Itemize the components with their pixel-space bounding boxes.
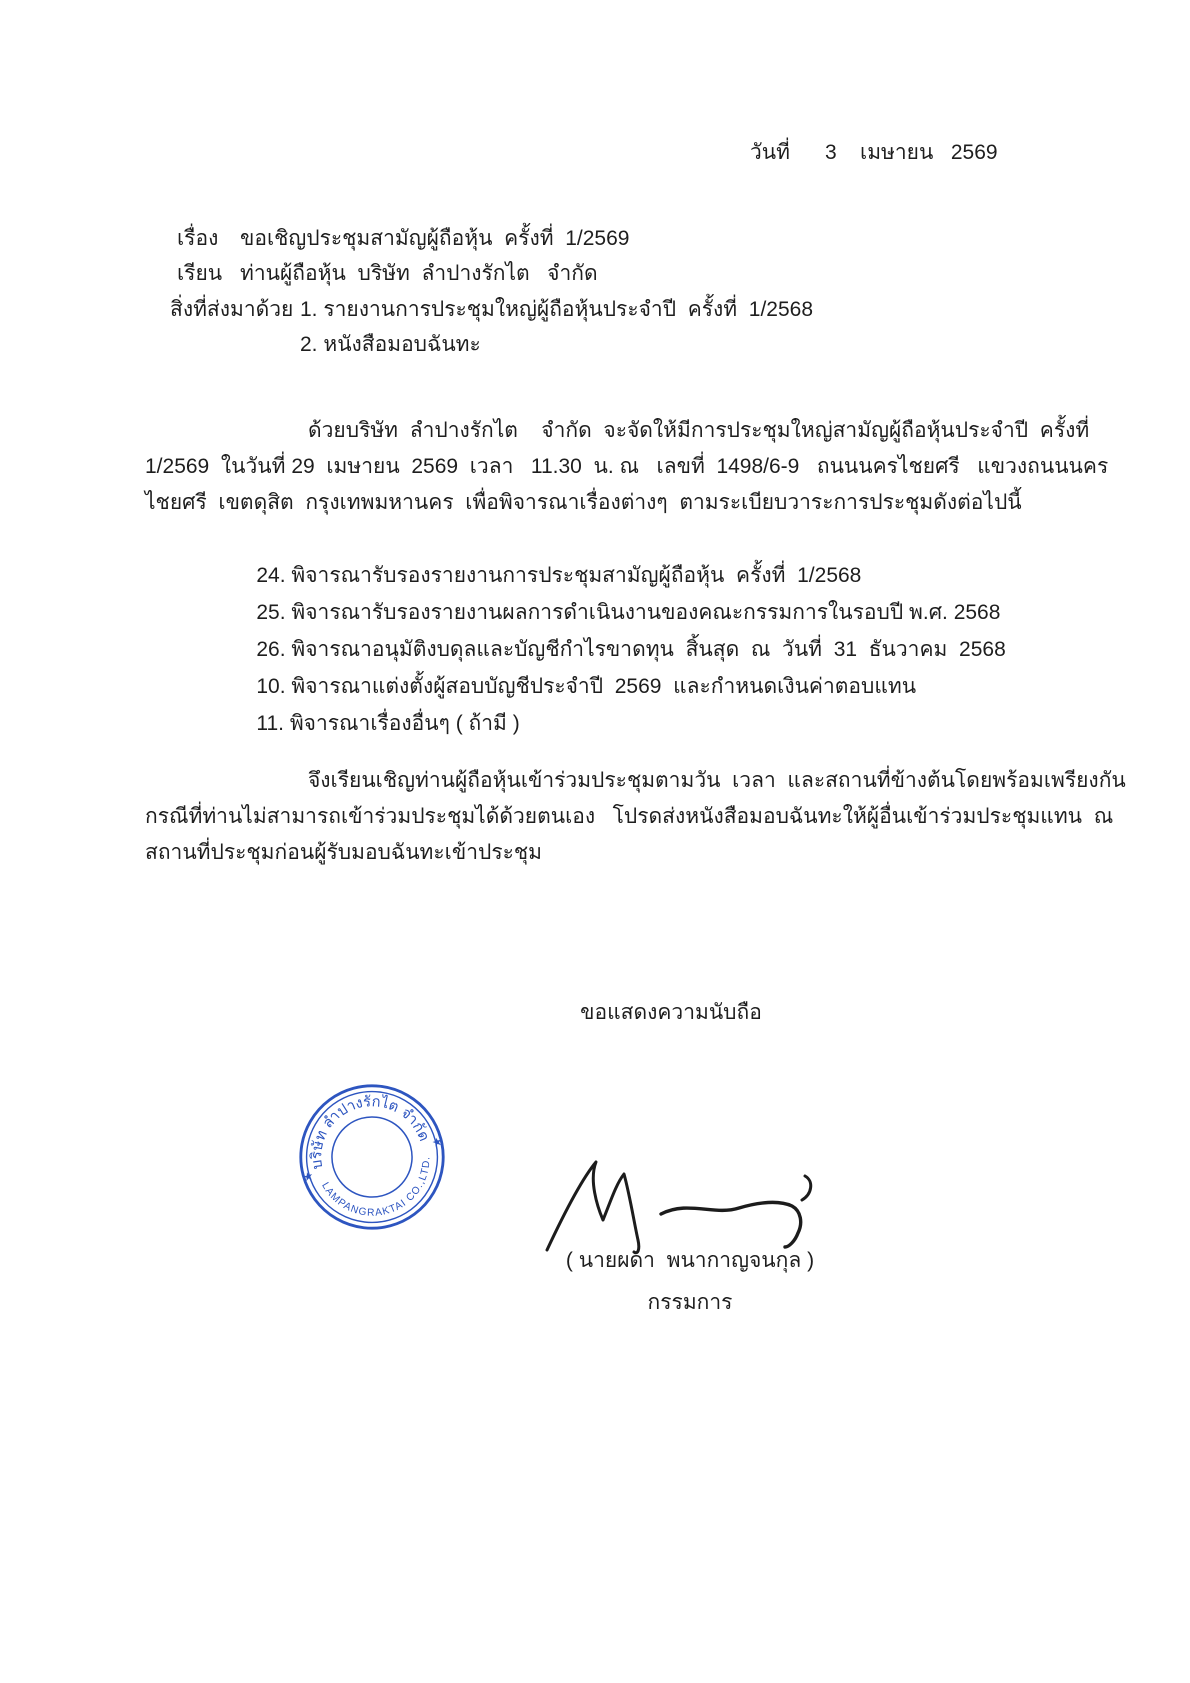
signature-stroke [802, 1176, 811, 1200]
attachment-item: 2. หนังสือมอบฉันทะ [300, 333, 481, 356]
body-paragraph-1-line-2: 1/2569 ในวันที่ 29 เมษายน 2569 เวลา 11.30 น. ณ เลขที่ 1498/6-9 ถนนนครไชยศรี แขวงถนนนคร [145, 455, 1109, 478]
to-text: ท่านผู้ถือหุ้น บริษัท ลำปางรักไต จำกัด [240, 262, 598, 285]
agenda-item-text: พิจารณารับรองรายงานผลการดำเนินงานของคณะกรรมการในรอบปี พ.ศ. 2568 [291, 601, 1001, 625]
body-paragraph-1-line-1: ด้วยบริษัท ลำปางรักไต จำกัด จะจัดให้มีการประชุมใหญ่สามัญผู้ถือหุ้นประจำปี ครั้งที่ [308, 419, 1090, 442]
to-label: เรียน [177, 262, 223, 285]
subject-label: เรื่อง [177, 227, 219, 250]
body-paragraph-1-line-3: ไชยศรี เขตดุสิต กรุงเทพมหานคร เพื่อพิจารณาเรื่องต่างๆ ตามระเบียบวาระการประชุมดังต่อไปนี้ [145, 491, 1022, 514]
body-paragraph-2-line-2: กรณีที่ท่านไม่สามารถเข้าร่วมประชุมได้ด้วยตนเอง โปรดส่งหนังสือมอบฉันทะให้ผู้อื่นเข้าร่วมประชุมแทน ณ [145, 805, 1114, 828]
subject-text: ขอเชิญประชุมสามัญผู้ถือหุ้น ครั้งที่ 1/2569 [240, 227, 630, 250]
agenda-item-number: 26. [256, 638, 286, 662]
star-icon: ★ [301, 1170, 315, 1185]
star-icon: ★ [430, 1135, 444, 1150]
body-paragraph-2-line-1: จึงเรียนเชิญท่านผู้ถือหุ้นเข้าร่วมประชุมตามวัน เวลา และสถานที่ข้างต้นโดยพร้อมเพรียงกัน [308, 769, 1126, 792]
stamp-company-name-thai: บริษัท ลำปางรักไต จำกัด [309, 1094, 432, 1171]
agenda-item [233, 685, 520, 764]
company-stamp-seal [283, 1068, 461, 1246]
signer-name: ( นายผดา พนากาญจนกุล ) [565, 1249, 815, 1272]
agenda-item-number: 24. [256, 564, 286, 588]
agenda-item-number: 11. [256, 712, 284, 736]
date-line: วันที่ 3 เมษายน 2569 [750, 141, 998, 164]
signature-stroke [547, 1162, 639, 1253]
agenda-item-text: พิจารณาอนุมัติงบดุลและบัญชีกำไรขาดทุน สิ้นสุด ณ วันที่ 31 ธันวาคม 2568 [291, 638, 1006, 662]
agenda-item-text: พิจารณาแต่งตั้งผู้สอบบัญชีประจำปี 2569 และกำหนดเงินค่าตอบแทน [291, 675, 917, 699]
body-paragraph-2-line-3: สถานที่ประชุมก่อนผู้รับมอบฉันทะเข้าประชุม [145, 841, 542, 864]
agenda-item-text: พิจารณารับรองรายงานการประชุมสามัญผู้ถือหุ้น ครั้งที่ 1/2568 [291, 564, 862, 588]
closing-salutation: ขอแสดงความนับถือ [580, 1001, 762, 1024]
stamp-company-name-english: LAMPANGRAKTAI CO.,LTD. [319, 1155, 433, 1219]
agenda-item-number: 25. [256, 601, 286, 625]
agenda-item-number: 10. [256, 675, 286, 699]
signature [505, 1148, 845, 1260]
signer-title: กรรมการ [647, 1291, 733, 1314]
attachments-label: สิ่งที่ส่งมาด้วย [170, 298, 294, 321]
agenda-item-text: พิจารณาเรื่องอื่นๆ ( ถ้ามี ) [289, 712, 520, 736]
attachment-item: 1. รายงานการประชุมใหญ่ผู้ถือหุ้นประจำปี ครั้งที่ 1/2568 [300, 298, 814, 321]
signature-stroke [661, 1202, 801, 1247]
